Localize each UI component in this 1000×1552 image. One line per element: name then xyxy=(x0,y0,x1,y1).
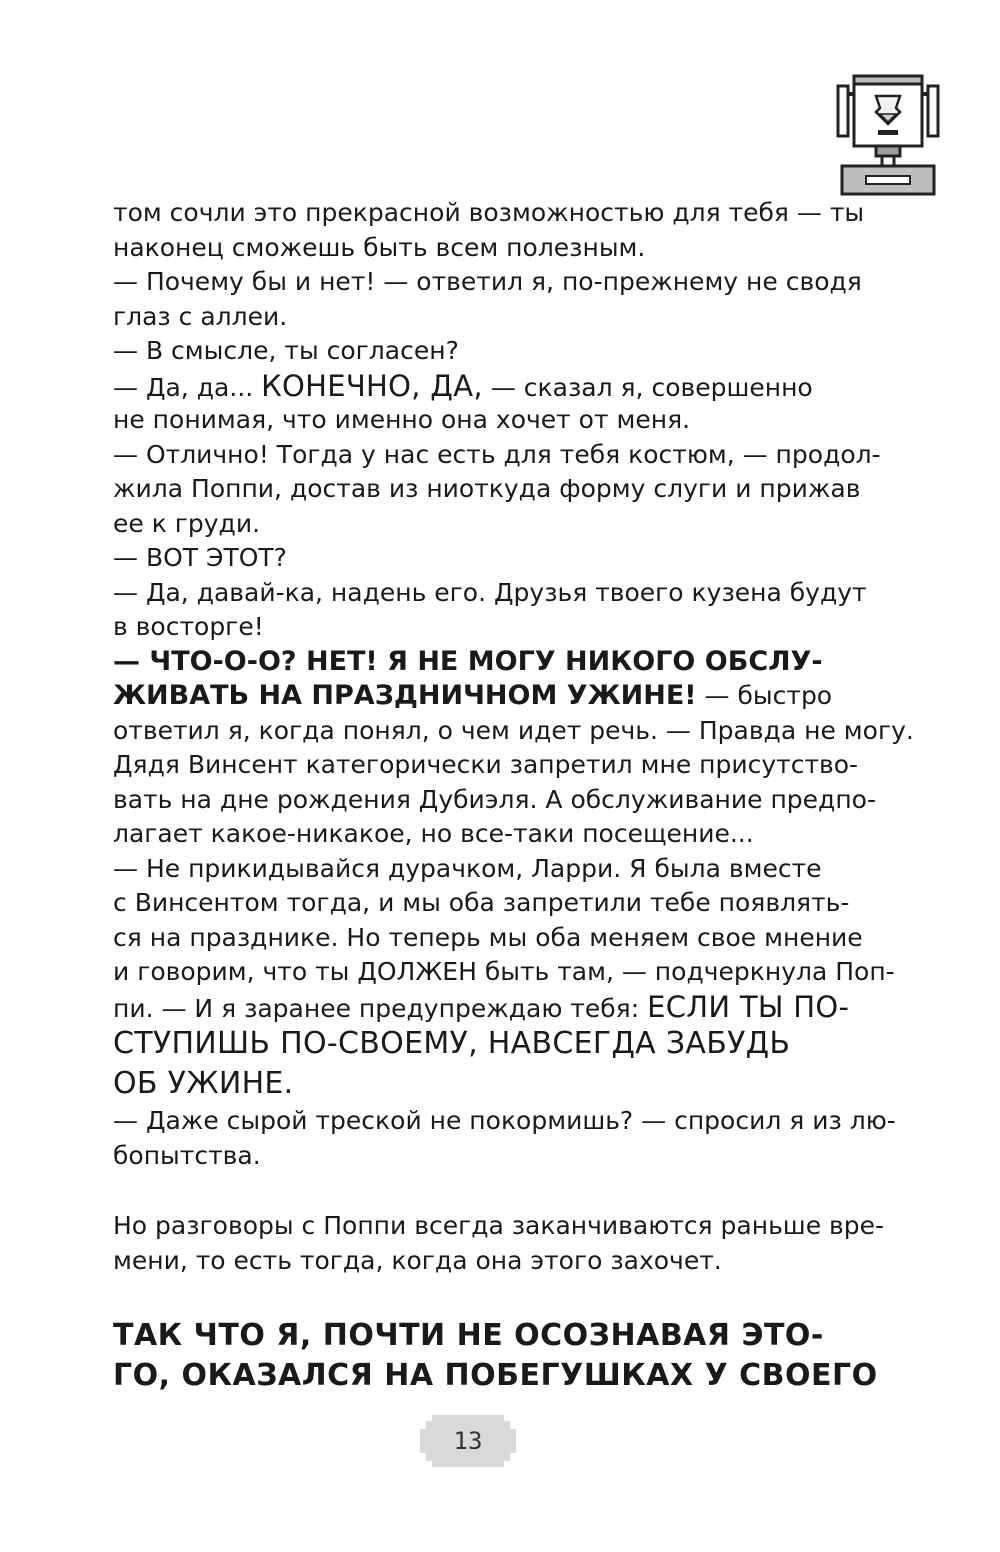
emphasis-text: ЕСЛИ ТЫ ПО- xyxy=(647,989,850,1024)
text-line: с Винсентом тогда, и мы оба запретили тебе появлять- xyxy=(113,888,850,917)
text-line: бопытства. xyxy=(113,1140,261,1170)
text-line: и говорим, что ты ДОЛЖЕН быть там, — подчеркнула Поп- xyxy=(113,957,895,986)
text-line: — ВОТ ЭТОТ? xyxy=(113,543,287,572)
text-line: — Почему бы и нет! — ответил я, по-прежнему не сводя xyxy=(113,267,862,296)
text-line xyxy=(113,989,850,1025)
text-line: Но разговоры с Поппи всегда заканчиваются раньше вре- xyxy=(113,1211,885,1240)
page-number: 13 xyxy=(453,1427,483,1455)
text-line: лагает какое-никакое, но все-таки посещение... xyxy=(113,819,754,848)
text-line: — Даже сырой треской не покормишь? — спросил я из лю- xyxy=(113,1106,896,1135)
section-heading xyxy=(113,1316,878,1396)
emphasis-text: КОНЕЧНО, ДА, xyxy=(261,368,483,403)
text-line: — Не прикидывайся дурачком, Ларри. Я была вместе xyxy=(113,853,822,883)
body-text xyxy=(113,196,914,1278)
text-fragment: — сказал я, совершенно xyxy=(490,372,813,402)
text-line: том сочли это прекрасной возможностью для тебя — ты xyxy=(113,198,865,227)
text-line: мени, то есть тогда, когда она этого захочет. xyxy=(113,1245,722,1275)
emphasis-line: СТУПИШЬ ПО-СВОЕМУ, НАВСЕГДА ЗАБУДЬ xyxy=(113,1026,791,1061)
text-line xyxy=(113,679,833,714)
heading-line: ТАК ЧТО Я, ПОЧТИ НЕ ОСОЗНАВАЯ ЭТО- xyxy=(113,1318,824,1353)
text-line: Дядя Винсент категорически запретил мне присутство- xyxy=(113,750,859,779)
bold-text-line: — ЧТО-О-О? НЕТ! Я НЕ МОГУ НИКОГО ОБСЛУ- xyxy=(113,645,823,677)
text-fragment: — быстро xyxy=(704,681,833,710)
text-line: глаз с аллеи. xyxy=(113,301,288,331)
paragraph-gap xyxy=(113,1173,829,1209)
text-line: ее к груди. xyxy=(113,508,261,538)
text-line: — В смысле, ты согласен? xyxy=(113,336,459,365)
text-line: не понимая, что именно она хочет от меня. xyxy=(113,405,691,434)
text-line: наконец сможешь быть всем полезным. xyxy=(113,232,646,262)
text-line: в восторге! xyxy=(113,612,264,641)
text-line: ответил я, когда понял, о чем идет речь. — Правда не могу. xyxy=(113,715,914,745)
text-line: — Да, давай-ка, надень его. Друзья твоего кузена будут xyxy=(113,577,867,607)
bold-text-fragment: ЖИВАТЬ НА ПРАЗДНИЧНОМ УЖИНЕ! xyxy=(113,680,697,711)
text-fragment: пи. — И я заранее предупреждаю тебя: xyxy=(113,993,640,1023)
text-line xyxy=(113,369,829,404)
text-line: ся на празднике. Но теперь мы оба меняем свое мнение xyxy=(113,922,863,952)
heading-line: ГО, ОКАЗАЛСЯ НА ПОБЕГУШКАХ У СВОЕГО xyxy=(113,1358,878,1393)
emphasis-line: ОБ УЖИНЕ. xyxy=(113,1066,294,1101)
text-line: — Отлично! Тогда у нас есть для тебя костюм, — продол- xyxy=(113,439,881,469)
text-fragment: — Да, да... xyxy=(113,372,254,402)
text-line: вать на дне рождения Дубиэля. А обслуживание предпо- xyxy=(113,784,876,814)
text-line: жила Поппи, достав из ниоткуда форму слуги и прижав xyxy=(113,474,861,503)
trophy-icon xyxy=(836,72,940,198)
